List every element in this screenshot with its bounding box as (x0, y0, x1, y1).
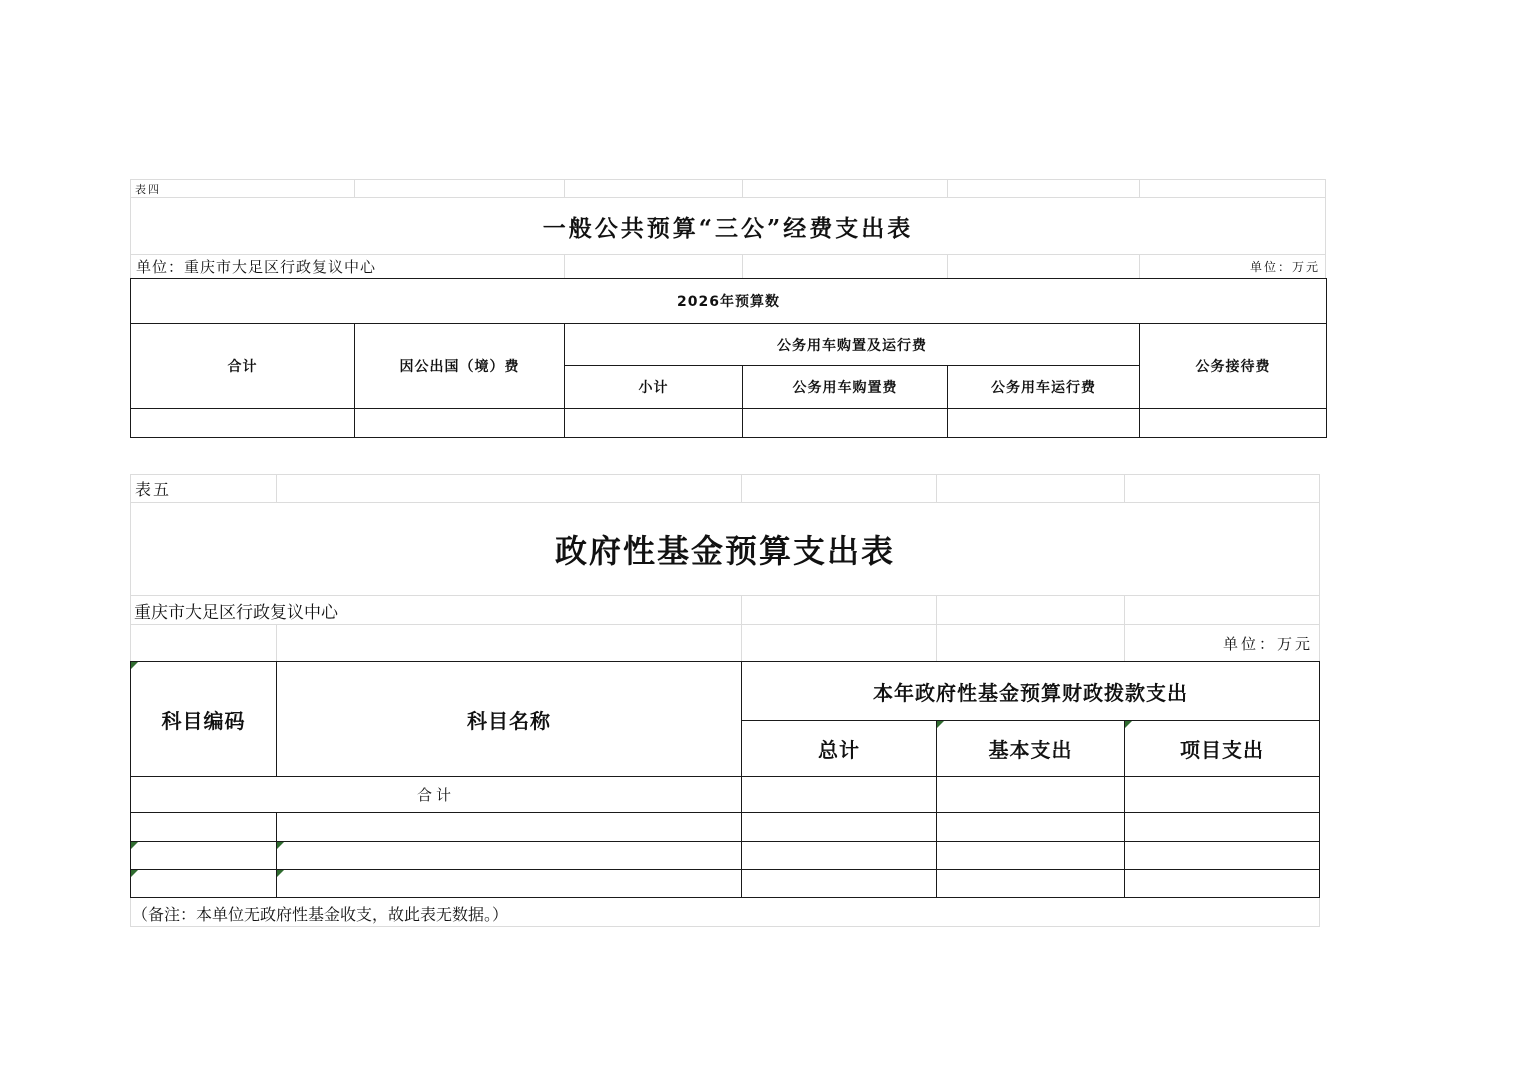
grid-line (354, 179, 355, 197)
table5-total-row-label: 合计 (416, 786, 455, 804)
table5-col-total: 总计 (818, 738, 860, 762)
cell-marker-icon (277, 870, 284, 877)
table4-unit-right: 单位：万元 (1249, 260, 1320, 274)
table4-col-vehicle: 公务用车购置及运行费 (777, 337, 927, 354)
table4-col-abroad: 因公出国（境）费 (399, 359, 520, 375)
border (1326, 278, 1327, 438)
border (130, 812, 1320, 813)
grid-line (741, 474, 742, 502)
border (276, 812, 277, 898)
grid-line (1139, 179, 1140, 197)
border (130, 869, 1320, 870)
cell-marker-icon (277, 842, 284, 849)
grid-line (1124, 474, 1125, 502)
table4-unit-left: 单位：重庆市大足区行政复议中心 (136, 258, 377, 276)
table4-col-reception: 公务接待费 (1195, 359, 1271, 375)
table4-data-cell (948, 409, 1139, 437)
grid-line (130, 898, 131, 927)
cell-marker-icon (131, 842, 138, 849)
grid-line (947, 254, 948, 278)
table5-tag: 表五 (135, 480, 172, 499)
table4-col-subtotal: 小计 (638, 380, 669, 396)
grid-line (936, 595, 937, 662)
border (1319, 661, 1320, 898)
cell-marker-icon (131, 870, 138, 877)
table4-data-cell (565, 409, 742, 437)
grid-line (130, 179, 1326, 180)
grid-line (1319, 898, 1320, 927)
table4-data-cell (743, 409, 947, 437)
table5-col-project: 项目支出 (1180, 738, 1264, 762)
grid-line (564, 179, 565, 197)
table4-data-cell (1140, 409, 1326, 437)
grid-line (276, 474, 277, 502)
table5-note: （备注：本单位无政府性基金收支，故此表无数据。） (132, 904, 509, 924)
table4-col-vehicle-purchase: 公务用车购置费 (792, 380, 898, 396)
table4-tag: 表四 (135, 182, 161, 196)
table5-org: 重庆市大足区行政复议中心 (134, 602, 338, 623)
table5-col-basic: 基本支出 (988, 738, 1073, 762)
table5-col-name: 科目名称 (467, 708, 551, 733)
grid-line (276, 624, 277, 662)
grid-line (936, 474, 937, 502)
table4-year-header: 2026年预算数 (677, 294, 780, 310)
grid-line (742, 179, 743, 197)
grid-line (741, 595, 742, 662)
table4-col-vehicle-operation: 公务用车运行费 (991, 380, 1096, 396)
grid-line (742, 254, 743, 278)
grid-line (947, 179, 948, 197)
table5-col-code: 科目编码 (161, 708, 246, 733)
table4-col-total: 合计 (227, 359, 258, 375)
table5-col-group: 本年政府性基金预算财政拨款支出 (873, 680, 1188, 705)
table4-data-cell (131, 409, 354, 437)
table5-title: 政府性基金预算支出表 (554, 532, 895, 570)
border (130, 841, 1320, 842)
table5-unit: 单位：万元 (1222, 634, 1313, 653)
grid-line (564, 254, 565, 278)
grid-line (130, 474, 1320, 475)
border (130, 897, 1320, 898)
table4-data-cell (355, 409, 564, 437)
border (130, 437, 1327, 438)
table4-title: 一般公共预算“三公”经费支出表 (542, 214, 914, 242)
